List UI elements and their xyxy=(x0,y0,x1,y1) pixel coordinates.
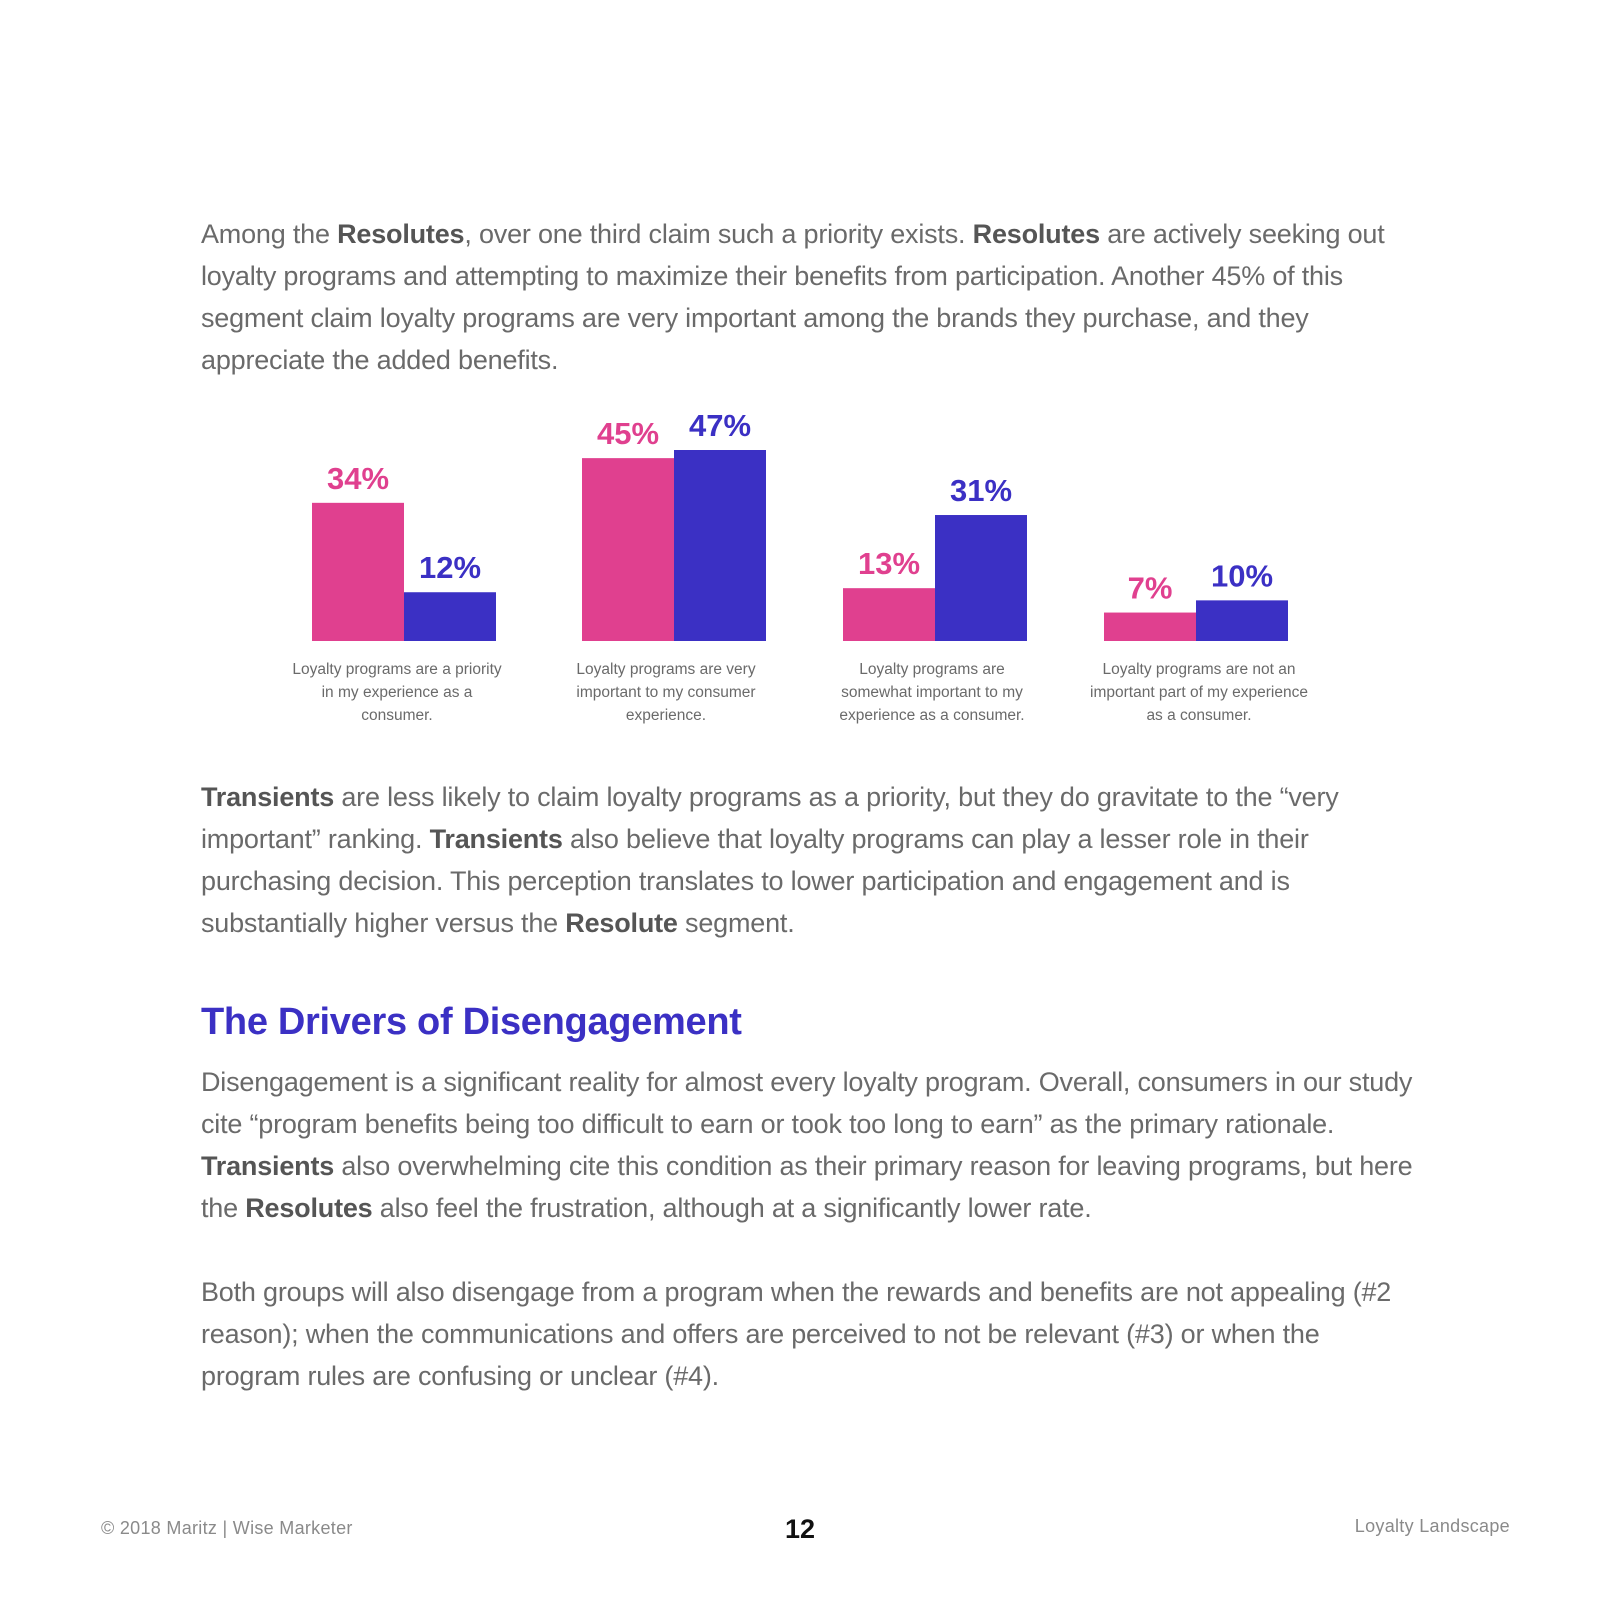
paragraph-text: are actively seeking out loyalty programs and attempting to maximize their benefits from participation. Another 45% of this segment claim loyalty programs are very important among the brands they purchase, and they appreciate the added benefits. xyxy=(201,219,1385,375)
emphasis-text: Resolutes xyxy=(245,1193,373,1223)
data-label-very-important-series-1: 45% xyxy=(596,416,660,452)
bar-priority-series-1 xyxy=(312,503,404,641)
data-label-somewhat-important-series-2: 31% xyxy=(949,473,1013,509)
bar-somewhat-important-series-2 xyxy=(935,515,1027,641)
loyalty-importance-bar-chart xyxy=(0,0,1600,760)
footer-publication-title: Loyalty Landscape xyxy=(1354,1516,1510,1536)
paragraph-text: Both groups will also disengage from a program when the rewards and benefits are not appealing (#2 reason); when the communications and offers are perceived to not be relevant (#3) or when the program rules are confusing or unclear (#4). xyxy=(201,1277,1392,1391)
emphasis-text: Resolute xyxy=(565,908,678,938)
paragraph-text: Among the xyxy=(201,219,338,249)
paragraph-text: segment. xyxy=(677,908,795,938)
bar-not-important-series-1 xyxy=(1104,613,1196,641)
emphasis-text: Transients xyxy=(201,782,335,812)
paragraph-text: also overwhelming cite this condition as their primary reason for leaving programs, but here the xyxy=(201,1151,1413,1223)
category-label-priority: Loyalty programs are a priority in my experience as a consumer. xyxy=(292,661,502,724)
footer-copyright: © 2018 Maritz | Wise Marketer xyxy=(101,1518,353,1538)
data-label-priority-series-2: 12% xyxy=(418,550,482,586)
data-label-not-important-series-1: 7% xyxy=(1127,570,1173,606)
page-number: 12 xyxy=(784,1514,816,1544)
data-label-very-important-series-2: 47% xyxy=(688,408,752,443)
disengagement-paragraph xyxy=(201,1061,1421,1229)
emphasis-text: Resolutes xyxy=(337,219,465,249)
paragraph-text: are less likely to claim loyalty programs as a priority, but they do gravitate to the “very important” ranking. xyxy=(201,782,1339,854)
bar-very-important-series-2 xyxy=(674,450,766,641)
bar-very-important-series-1 xyxy=(582,458,674,641)
category-label-very-important: Loyalty programs are very important to my consumer experience. xyxy=(576,661,756,724)
emphasis-text: Transients xyxy=(201,1151,335,1181)
section-heading: The Drivers of Disengagement xyxy=(201,1001,742,1043)
bar-not-important-series-2 xyxy=(1196,600,1288,641)
category-label-somewhat-important: Loyalty programs are somewhat important to my experience as a consumer. xyxy=(839,661,1025,724)
paragraph-text: , over one third claim such a priority exists. xyxy=(464,219,973,249)
emphasis-text: Resolutes xyxy=(972,219,1100,249)
category-label-not-important: Loyalty programs are not an important part of my experience as a consumer. xyxy=(1090,661,1308,724)
transients-paragraph xyxy=(201,776,1421,944)
paragraph-text: Disengagement is a significant reality for almost every loyalty program. Overall, consumers in our study cite “program benefits being too difficult to earn or took too long to earn” as the primary rationale. xyxy=(201,1067,1413,1139)
both-groups-paragraph xyxy=(201,1271,1421,1397)
data-label-priority-series-1: 34% xyxy=(326,460,390,496)
bar-priority-series-2 xyxy=(404,592,496,641)
data-label-somewhat-important-series-1: 13% xyxy=(857,546,921,582)
paragraph-text: also believe that loyalty programs can play a lesser role in their purchasing decision. This perception translates to lower participation and engagement and is substantially higher versus the xyxy=(201,824,1309,938)
bar-somewhat-important-series-1 xyxy=(843,588,935,641)
paragraph-text: also feel the frustration, although at a significantly lower rate. xyxy=(372,1193,1092,1223)
data-label-not-important-series-2: 10% xyxy=(1210,558,1274,594)
emphasis-text: Transients xyxy=(429,824,563,854)
